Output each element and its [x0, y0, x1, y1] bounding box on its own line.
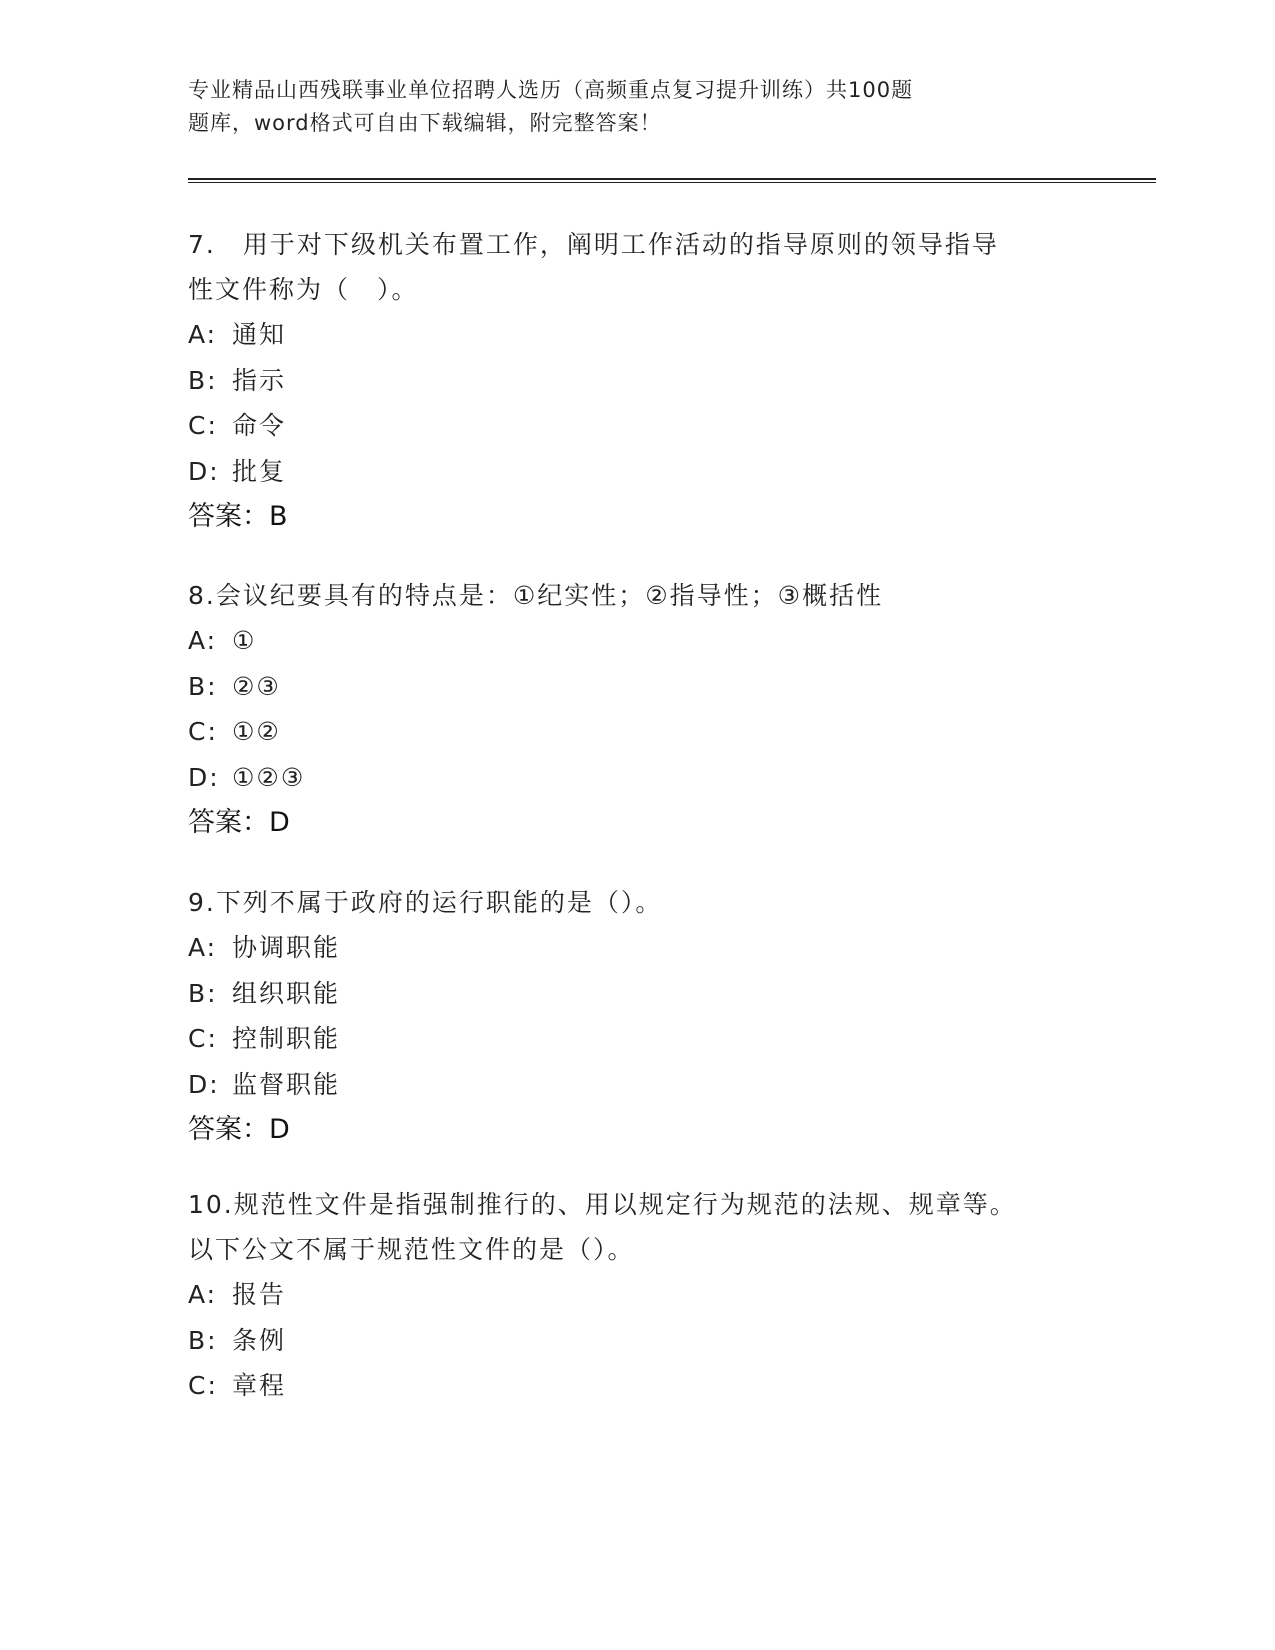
question-stem-continued: 性文件称为（ ）。 — [188, 275, 419, 304]
option-letter: B: — [188, 978, 218, 1008]
option-c — [188, 1016, 1088, 1062]
question-stem: 7. 用于对下级机关布置工作，阐明工作活动的指导原则的领导指导 — [188, 230, 999, 259]
option-b — [188, 664, 1088, 710]
option-d — [188, 1062, 1088, 1108]
option-text: 批复 — [232, 456, 287, 486]
option-letter: A: — [188, 933, 218, 962]
option-letter: B: — [188, 671, 218, 701]
option-letter: C: — [188, 1024, 218, 1053]
option-b — [188, 1318, 1088, 1364]
option-letter: C: — [188, 411, 218, 440]
header-divider — [188, 178, 1156, 183]
option-text: ① — [232, 626, 257, 655]
header-line-1: 专业精品山西残联事业单位招聘人选历（高频重点复习提升训练）共100题 — [188, 78, 914, 102]
answer-label: 答案： — [188, 501, 269, 532]
option-letter: C: — [188, 717, 218, 746]
option-text: 指示 — [232, 365, 287, 395]
option-text: 通知 — [232, 320, 287, 349]
option-text: 章程 — [232, 1371, 287, 1400]
option-letter: B: — [188, 365, 218, 395]
option-text: 条例 — [232, 1325, 287, 1355]
option-text: ②③ — [232, 671, 281, 701]
option-a — [188, 618, 1088, 664]
question-8 — [188, 573, 1088, 846]
option-text: 控制职能 — [232, 1024, 341, 1053]
option-c — [188, 403, 1088, 449]
option-a — [188, 925, 1088, 971]
option-letter: A: — [188, 320, 218, 349]
question-7 — [188, 222, 1088, 540]
option-d — [188, 449, 1088, 495]
answer-value: B — [269, 501, 288, 532]
option-text: 协调职能 — [232, 933, 341, 962]
answer-line — [188, 494, 1088, 540]
option-b — [188, 358, 1088, 404]
option-letter: D: — [188, 1069, 220, 1099]
option-letter: B: — [188, 1325, 218, 1355]
question-stem-continued: 以下公文不属于规范性文件的是（）。 — [188, 1235, 635, 1264]
question-stem: 9.下列不属于政府的运行职能的是（）。 — [188, 888, 663, 917]
option-a — [188, 1272, 1088, 1318]
question-10 — [188, 1182, 1088, 1409]
answer-value: D — [269, 1114, 290, 1145]
option-letter: A: — [188, 1280, 218, 1309]
option-d — [188, 755, 1088, 801]
option-c — [188, 709, 1088, 755]
header-line-2: 题库，word格式可自由下载编辑，附完整答案！ — [188, 111, 662, 135]
answer-line — [188, 800, 1088, 846]
option-letter: D: — [188, 762, 220, 792]
question-stem: 8.会议纪要具有的特点是：①纪实性；②指导性；③概括性 — [188, 581, 884, 610]
question-9 — [188, 880, 1088, 1153]
option-letter: D: — [188, 456, 220, 486]
document-header — [188, 74, 1088, 140]
option-letter: C: — [188, 1371, 218, 1400]
option-text: 命令 — [232, 411, 287, 440]
option-text: ①② — [232, 717, 281, 746]
answer-label: 答案： — [188, 1114, 269, 1145]
option-text: ①②③ — [232, 762, 306, 792]
question-stem: 10.规范性文件是指强制推行的、用以规定行为规范的法规、规章等。 — [188, 1190, 1017, 1219]
option-b — [188, 971, 1088, 1017]
option-c — [188, 1363, 1088, 1409]
option-letter: A: — [188, 626, 218, 655]
answer-value: D — [269, 807, 290, 838]
answer-label: 答案： — [188, 807, 269, 838]
option-text: 报告 — [232, 1280, 287, 1309]
option-text: 组织职能 — [232, 978, 341, 1008]
answer-line — [188, 1107, 1088, 1153]
option-text: 监督职能 — [232, 1069, 341, 1099]
option-a — [188, 312, 1088, 358]
